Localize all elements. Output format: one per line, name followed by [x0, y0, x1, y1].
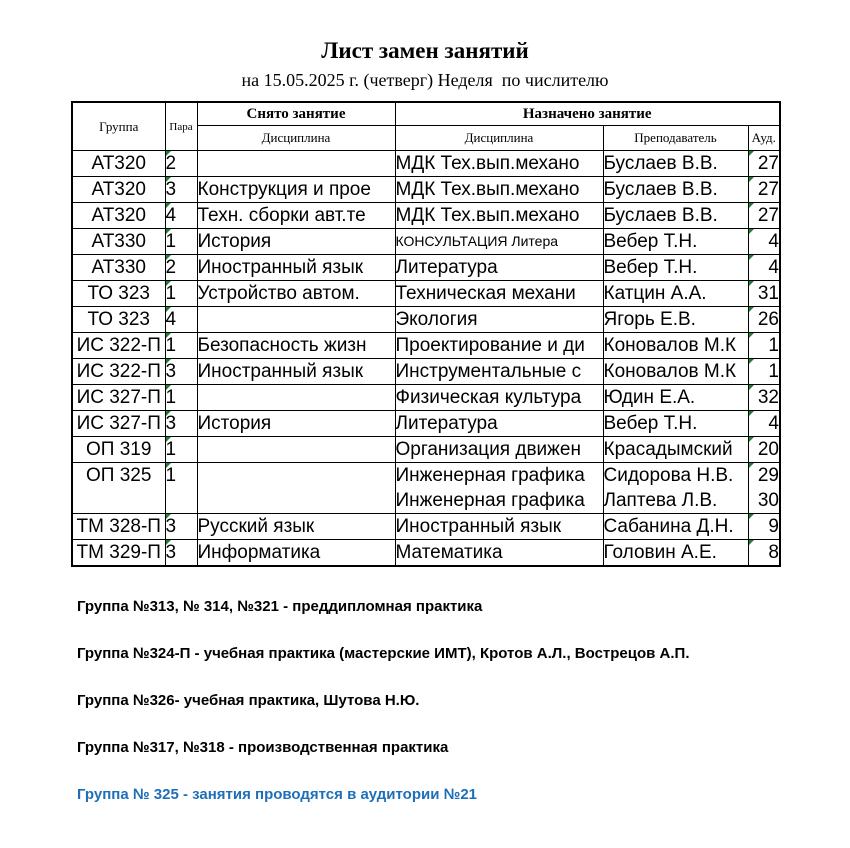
para-cell: 1 — [165, 281, 197, 307]
assigned-cell: МДК Тех.вып.механо — [395, 151, 603, 177]
removed-cell: Иностранный язык — [197, 255, 395, 281]
para-cell-text: 1 — [165, 465, 177, 486]
group-cell: ИС 327-П — [72, 411, 165, 437]
teacher-line-1: Сидорова Н.В. — [603, 465, 734, 486]
teacher-cell: Катцин А.А. — [603, 281, 748, 307]
note-room-325: Группа № 325 - занятия проводятся в аудитории №21 — [77, 786, 478, 803]
table-row — [72, 151, 780, 177]
teacher-cell: Вебер Т.Н. — [603, 229, 748, 255]
teacher-cell: Юдин Е.А. — [603, 385, 748, 411]
group-cell: ИС 322-П — [72, 359, 165, 385]
group-cell: АТ330 — [72, 255, 165, 281]
room-cell: 8 — [748, 540, 780, 567]
para-cell: 2 — [165, 255, 197, 281]
teacher-cell: Буслаев В.В. — [603, 203, 748, 229]
assigned-cell: Организация движен — [395, 437, 603, 463]
assigned-cell: Инструментальные с — [395, 359, 603, 385]
room-cell: 9 — [748, 514, 780, 540]
room-line-2: 30 — [757, 490, 779, 511]
group-cell: ТО 323 — [72, 281, 165, 307]
para-cell: 3 — [165, 177, 197, 203]
removed-cell: Конструкция и прое — [197, 177, 395, 203]
assigned-line-2: Инженерная графика — [395, 490, 585, 511]
group-cell: ИС 327-П — [72, 385, 165, 411]
para-cell: 1 — [165, 229, 197, 255]
assigned-cell: Иностранный язык — [395, 514, 603, 540]
page-title: Лист замен занятий — [321, 38, 529, 63]
page-subtitle: на 15.05.2025 г. (четверг) Неделя по числителю — [241, 70, 609, 90]
para-cell: 1 — [165, 333, 197, 359]
room-cell: 1 — [748, 359, 780, 385]
room-cell: 4 — [748, 411, 780, 437]
para-cell — [165, 463, 197, 514]
room-cell: 1 — [748, 333, 780, 359]
group-cell: АТ320 — [72, 151, 165, 177]
room-cell: 27 — [748, 151, 780, 177]
group-cell: АТ320 — [72, 203, 165, 229]
table-row — [72, 385, 780, 411]
table-row — [72, 463, 780, 514]
table-row — [72, 437, 780, 463]
removed-cell: Устройство автом. — [197, 281, 395, 307]
header-group: Группа — [72, 102, 165, 151]
room-line-1: 29 — [757, 465, 779, 486]
table-row — [72, 281, 780, 307]
group-cell: ОП 319 — [72, 437, 165, 463]
assigned-cell: Экология — [395, 307, 603, 333]
header-assigned: Назначено занятие — [395, 102, 780, 126]
para-cell: 4 — [165, 203, 197, 229]
room-cell: 4 — [748, 229, 780, 255]
removed-cell: Техн. сборки авт.те — [197, 203, 395, 229]
removed-cell — [197, 463, 395, 514]
assigned-line-1: Инженерная графика — [395, 465, 585, 486]
assigned-cell: Проектирование и ди — [395, 333, 603, 359]
header-assigned-discipline: Дисциплина — [395, 126, 603, 151]
para-cell: 2 — [165, 151, 197, 177]
table-row — [72, 514, 780, 540]
para-cell: 1 — [165, 437, 197, 463]
assigned-cell: МДК Тех.вып.механо — [395, 177, 603, 203]
table-row — [72, 359, 780, 385]
removed-cell — [197, 385, 395, 411]
removed-cell: Информатика — [197, 540, 395, 567]
table-row — [72, 540, 780, 567]
teacher-cell: Вебер Т.Н. — [603, 411, 748, 437]
room-cell: 31 — [748, 281, 780, 307]
table-row — [72, 411, 780, 437]
para-cell: 3 — [165, 540, 197, 567]
teacher-cell: Буслаев В.В. — [603, 151, 748, 177]
removed-cell: Русский язык — [197, 514, 395, 540]
note-practice-317: Группа №317, №318 - производственная практика — [77, 739, 449, 756]
assigned-cell: Техническая механи — [395, 281, 603, 307]
table-row — [72, 177, 780, 203]
header-para: Пара — [165, 102, 197, 151]
teacher-cell: Ягорь Е.В. — [603, 307, 748, 333]
removed-cell: История — [197, 411, 395, 437]
para-cell: 1 — [165, 385, 197, 411]
para-cell: 3 — [165, 359, 197, 385]
table-row — [72, 229, 780, 255]
room-cell: 32 — [748, 385, 780, 411]
group-cell: ТМ 329-П — [72, 540, 165, 567]
header-removed: Снято занятие — [197, 102, 395, 126]
group-cell: ТО 323 — [72, 307, 165, 333]
group-cell: ИС 322-П — [72, 333, 165, 359]
removed-cell — [197, 151, 395, 177]
teacher-cell: Головин А.Е. — [603, 540, 748, 567]
note-practice-326: Группа №326- учебная практика, Шутова Н.Ю. — [77, 692, 420, 709]
group-cell-text: ОП 325 — [86, 465, 152, 486]
table-row — [72, 333, 780, 359]
header-removed-discipline: Дисциплина — [197, 126, 395, 151]
note-practice-313: Группа №313, № 314, №321 - преддипломная практика — [77, 598, 483, 615]
room-cell — [748, 463, 780, 514]
note-practice-324: Группа №324-П - учебная практика (мастерские ИМТ), Кротов А.Л., Вострецов А.П. — [77, 645, 690, 662]
room-cell: 20 — [748, 437, 780, 463]
room-cell: 26 — [748, 307, 780, 333]
removed-cell: Иностранный язык — [197, 359, 395, 385]
assigned-cell: МДК Тех.вып.механо — [395, 203, 603, 229]
para-cell: 4 — [165, 307, 197, 333]
removed-cell — [197, 437, 395, 463]
assigned-cell: Литература — [395, 255, 603, 281]
teacher-line-2: Лаптева Л.В. — [603, 490, 718, 511]
assigned-cell: Математика — [395, 540, 603, 567]
table-row — [72, 255, 780, 281]
teacher-cell: Буслаев В.В. — [603, 177, 748, 203]
room-cell: 27 — [748, 203, 780, 229]
group-cell: АТ320 — [72, 177, 165, 203]
header-room: Ауд. — [748, 126, 780, 151]
para-cell: 3 — [165, 411, 197, 437]
para-cell: 3 — [165, 514, 197, 540]
teacher-cell: Сабанина Д.Н. — [603, 514, 748, 540]
teacher-cell: Красадымский — [603, 437, 748, 463]
substitution-table — [71, 101, 781, 567]
teacher-cell: Коновалов М.К — [603, 359, 748, 385]
group-cell: АТ330 — [72, 229, 165, 255]
group-cell: ТМ 328-П — [72, 514, 165, 540]
room-cell: 27 — [748, 177, 780, 203]
table-row — [72, 307, 780, 333]
group-cell — [72, 463, 165, 514]
room-cell: 4 — [748, 255, 780, 281]
assigned-cell: Литература — [395, 411, 603, 437]
header-teacher: Преподаватель — [603, 126, 748, 151]
teacher-cell: Коновалов М.К — [603, 333, 748, 359]
assigned-cell — [395, 463, 603, 514]
removed-cell — [197, 307, 395, 333]
assigned-cell: КОНСУЛЬТАЦИЯ Литера — [395, 229, 603, 255]
table-row — [72, 203, 780, 229]
teacher-cell: Вебер Т.Н. — [603, 255, 748, 281]
teacher-cell — [603, 463, 748, 514]
removed-cell: Безопасность жизн — [197, 333, 395, 359]
assigned-cell: Физическая культура — [395, 385, 603, 411]
removed-cell: История — [197, 229, 395, 255]
